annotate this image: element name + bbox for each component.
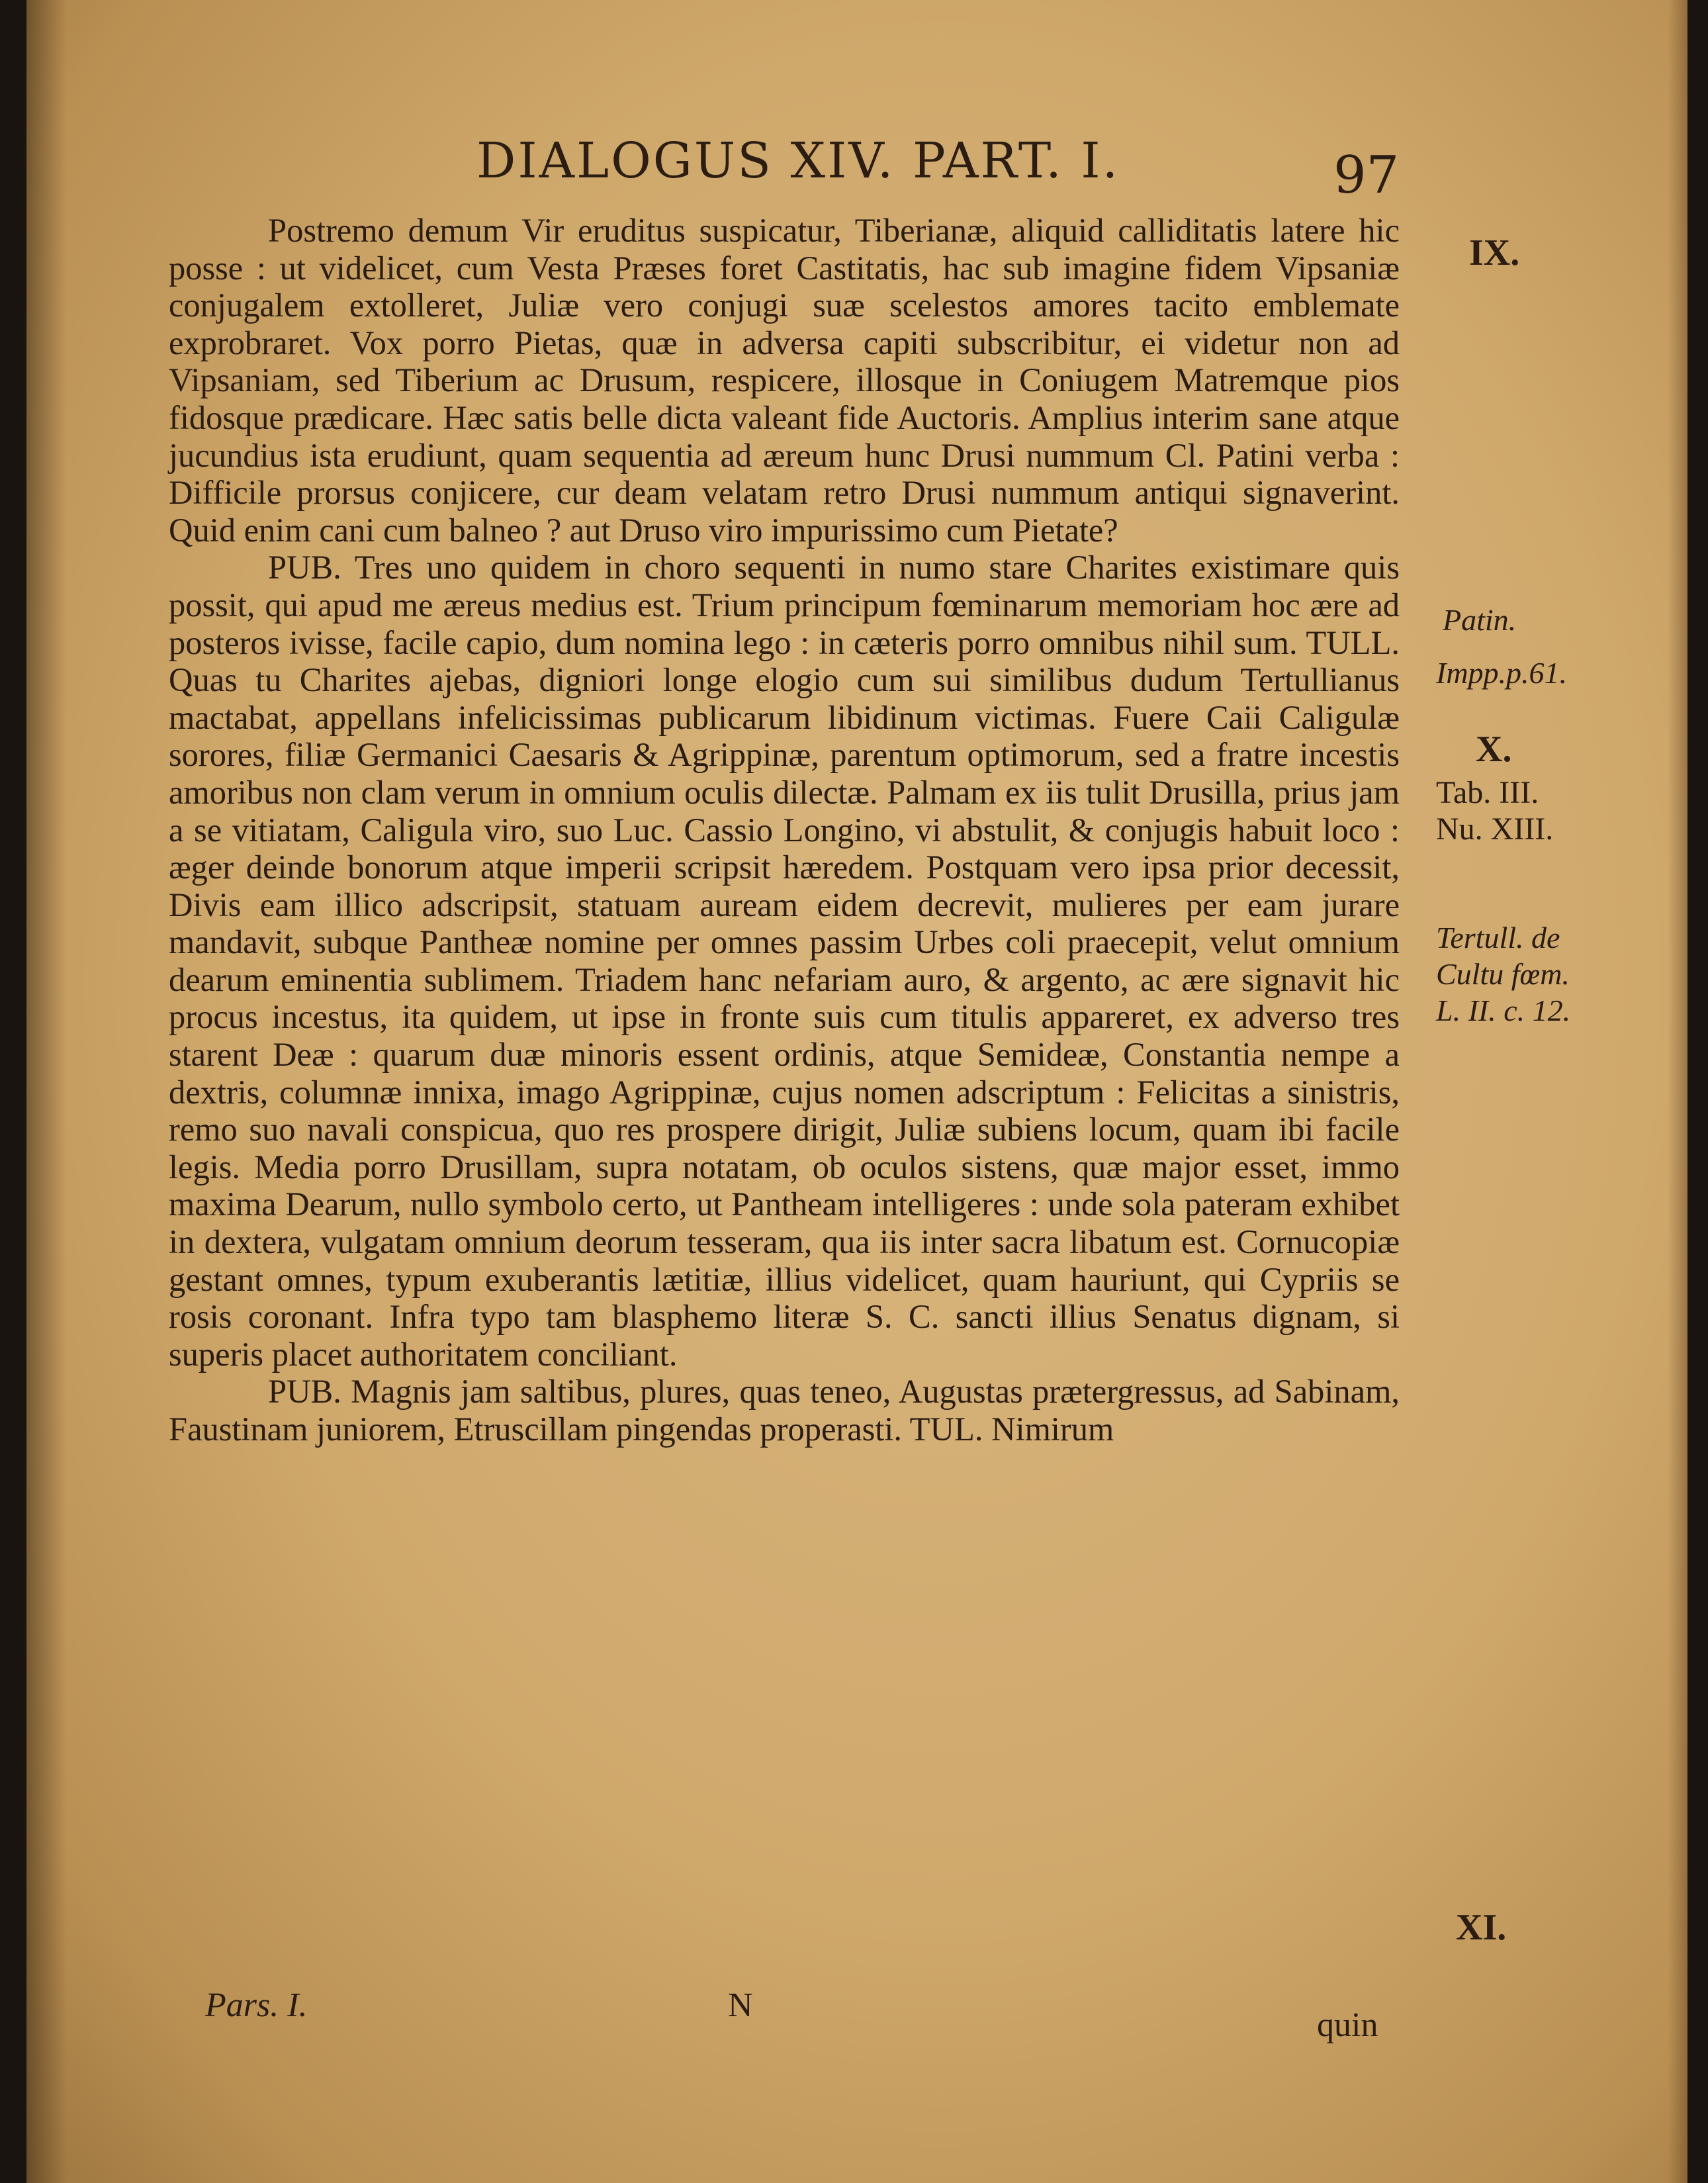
gutter-shadow [26,0,66,2183]
paragraph-1: Postremo demum Vir eruditus suspicatur, Tiberianæ, aliquid calliditatis latere hic posse : ut videlicet, cum Vesta Præses foret Castitatis, hac sub imagine fidem Vipsaniæ conjugalem extolleret, Juliæ vero conjugi suæ scelestos amores tacito emblemate exprobraret. Vox porro Pietas, quæ in adversa capiti subscribitur, ei videtur non ad Vipsaniam, sed Tiberium ac Drusum, respicere, illosque in Coniugem Matremque pios fidosque prædicare. Hæc satis belle dicta valeant fide Auctoris. Amplius interim sane atque jucundius ista erudiunt, quam sequentia ad æreum hunc Drusi nummum Cl. Patini verba : Difficile prorsus conjicere, cur deam velatam retro Drusi nummum antiqui signaverint. Quid enim cani cum balneo ? aut Druso viro impurissimo cum Pietate? [169,212,1400,549]
running-head [26,119,1687,205]
page-edge-shadow [1668,0,1687,2183]
margin-note-num: Nu. XIII. [1436,812,1554,847]
margin-note-section-x: X. [1476,729,1512,770]
page-footer [26,1986,1687,2065]
footer-signature-mark: N [728,1986,753,2024]
margin-note-tab: Tab. III. [1436,775,1539,810]
margin-note-impp: Impp.p.61. [1436,656,1568,690]
page-number: 97 [1333,146,1400,205]
footer-catchword: quin [1317,2006,1378,2044]
margin-note-cultu: Cultu fœm. [1436,957,1570,991]
footer-pars: Pars. I. [205,1986,308,2024]
margin-note-lib: L. II. c. 12. [1436,994,1571,1027]
margin-note-tertull: Tertull. de [1436,921,1560,954]
margin-note-patin: Patin. [1443,603,1517,637]
paragraph-3: PUB. Magnis jam saltibus, plures, quas teneo, Augustas prætergressus, ad Sabinam, Faustinam juniorem, Etruscillam pingendas properasti. TUL. Nimirum [169,1373,1400,1448]
margin-note-section-ix: IX. [1469,232,1520,273]
book-page [26,0,1687,2183]
paragraph-2: PUB. Tres uno quidem in choro sequenti in numo stare Charites existimare quis possit, qui apud me æreus medius est. Trium principum fœminarum memoriam hoc ære ad posteros ivisse, facile capio, dum nomina lego : in cæteris porro omnibus nihil sum. TULL. Quas tu Charites ajebas, digniori longe elogio cum sui similibus dudum Tertullianus mactabat, appellans infelicissimas publicarum libidinum victimas. Fuere Caii Caligulæ sorores, filiæ Germanici Caesaris & Agrippinæ, parentum optimorum, sed a fratre incestis amoribus non clam verum in omnium oculis dilectæ. Palmam ex iis tulit Drusilla, prius jam a se vitiatam, Caligula viro, suo Luc. Cassio Longino, vi abstulit, & conjugis habuit loco : æger deinde bonorum atque imperii scripsit hæredem. Postquam vero ipsa prior decessit, Divis eam illico adscripsit, statuam auream eidem decrevit, mulieres per eam jurare mandavit, subque Pantheæ nomine per omnes passim Urbes coli praecepit, velut omnium dearum eminentia sublimem. Triadem hanc nefariam auro, & argento, ac ære signavit hic procus incestus, ita quidem, ut ipse in fronte suis cum titulis appareret, ex adverso tres starent Deæ : quarum duæ minoris essent ordinis, atque Semideæ, Constantia nempe a dextris, columnæ innixa, imago Agrippinæ, cujus nomen adscriptum : Felicitas a sinistris, remo suo navali conspicua, quo res prospere dirigit, Juliæ subiens locum, quam ibi facile legis. Media porro Drusillam, supra notatam, ob oculos sistens, quæ major esset, immo maxima Dearum, nullo symbolo certo, ut Pantheam intelligeres : unde sola pateram exhibet in dextera, vulgatam omnium deorum tesseram, qua iis inter sacra libatum est. Cornucopiæ gestant omnes, typum exuberantis lætitiæ, illius videlicet, quam hauriunt, qui Cypriis se rosis coronant. Infra typo tam blasphemo literæ S. C. sancti illius Senatus dignam, si superis placet authoritatem conciliant. [169,549,1400,1373]
body-text [169,212,1400,1448]
running-head-title: DIALOGUS XIV. PART. I. [476,132,1120,189]
margin-note-section-xi: XI. [1456,1907,1507,1948]
